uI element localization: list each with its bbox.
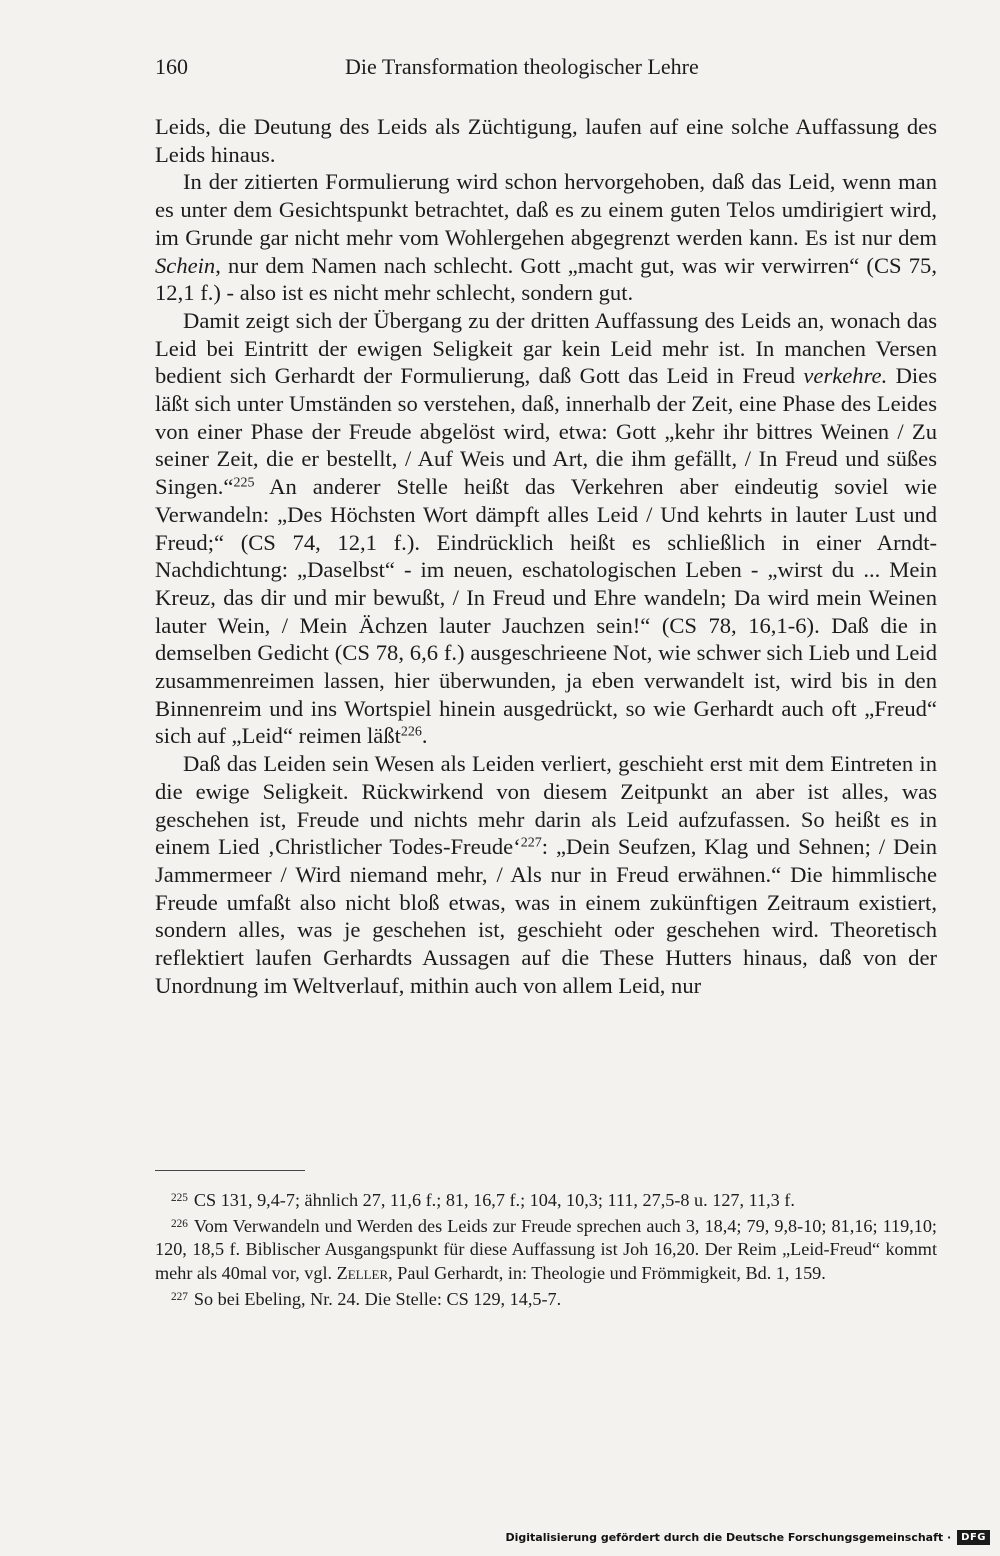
running-title: Die Transformation theologischer Lehre bbox=[345, 54, 699, 79]
footnote-text: So bei Ebeling, Nr. 24. Die Stelle: CS 129, 14,5-7. bbox=[193, 1288, 562, 1309]
emphasis-schein: Schein bbox=[155, 252, 216, 278]
paragraph-3-text-b: Dies läßt sich unter Umständen so verstehen, daß, innerhalb der Zeit, eine Phase des Leides von einer Phase der Freude abgelöst wird, etwa: Gott „kehr ihr bittres Weinen / Zu seiner Zeit, die er bestellt, / Auf Weis und Art, die ihm gefällt, / In Freud und süßes Singen.“ bbox=[155, 363, 937, 500]
footnote-text-b: , Paul Gerhardt, in: Theologie und Frömmigkeit, Bd. 1, 159. bbox=[388, 1262, 826, 1283]
paragraph-2-text-b: , nur dem Namen nach schlecht. Gott „macht gut, was wir verwirren“ (CS 75, 12,1 f.) - also ist es nicht mehr schlecht, sondern gut. bbox=[155, 252, 937, 306]
paragraph-2 bbox=[155, 168, 937, 307]
footnote-ref-226[interactable]: 226 bbox=[400, 724, 422, 740]
paragraph-4-text-a: Daß das Leiden sein Wesen als Leiden verliert, geschieht erst mit dem Eintreten in die ewige Seligkeit. Rückwirkend von diesem Zeitpunkt an aber ist alles, was geschehen ist, Freude und nichts mehr darin als Leid aufzufassen. So heißt es in einem Lied ‚Christlicher Todes-Freude‘ bbox=[155, 751, 937, 860]
paragraph-2-text-a: In der zitierten Formulierung wird schon hervorgehoben, daß das Leid, wenn man es unter dem Gesichtspunkt betrachtet, daß es zu einem guten Telos umdirigiert wird, im Grunde gar nicht mehr vom Wohlergehen abgegrenzt werden kann. Es ist nur dem bbox=[155, 169, 937, 250]
paragraph-4 bbox=[155, 750, 937, 999]
paragraph-4-text-b: : „Dein Seufzen, Klag und Sehnen; / Dein Jammermeer / Wird niemand mehr, / Als nur in Freud erwähnen.“ Die himmlische Freude umfaßt also nicht bloß etwas, was in einem zukünftigen Zeitraum existiert, sondern alles, was je geschehen ist, geschieht oder geschehen wird. Theoretisch reflektiert laufen Gerhardts Aussagen auf die These Hutters hinaus, daß von der Unordnung im Weltverlauf, mithin auch von allem Leid, nur bbox=[155, 834, 937, 998]
footnote-number: 227 bbox=[171, 1290, 188, 1303]
footnote-rule bbox=[155, 1170, 305, 1171]
paragraph-1-text: Leids, die Deutung des Leids als Züchtigung, laufen auf eine solche Auffassung des Leids hinaus. bbox=[155, 114, 937, 167]
paragraph-3-text-a: Damit zeigt sich der Übergang zu der dritten Auffassung des Leids an, wonach das Leid bei Eintritt der ewigen Seligkeit gar kein Leid mehr ist. In manchen Versen bedient sich Gerhardt der Formulierung, daß Gott das Leid in Freud bbox=[155, 307, 937, 389]
digitization-notice-text: Digitalisierung gefördert durch die Deutsche Forschungsgemeinschaft · bbox=[505, 1530, 952, 1544]
footnote-number: 226 bbox=[171, 1217, 188, 1230]
emphasis-verkehre: verkehre. bbox=[803, 363, 888, 389]
paragraph-3-text-c: An anderer Stelle heißt das Verkehren aber eindeutig soviel wie Verwandeln: „Des Höchsten Wort dämpft alles Leid / Und kehrts in lauter Lust und Freud;“ (CS 74, 12,1 f.). Eindrücklich heißt es schließlich in einer Arndt-Nachdichtung: „Daselbst“ - im neuen, eschatologischen Leben - „wirst du ... Mein Kreuz, das dir und mir bewußt, / In Freud und Ehre wandeln; Da wird mein Weinen lauter Wein, / Mein Ächzen lauter Jauchzen sein!“ (CS 78, 16,1-6). Daß die in demselben Gedicht (CS 78, 6,6 f.) ausgeschrieene Not, wie schwer sich Lieb und Leid zusammenreimen lassen, hier überwunden, ja eben verwandelt ist, wird bis in den Binnenreim und ins Wortspiel hinein ausgedrückt, so wie Gerhardt auch oft „Freud“ sich auf „Leid“ reimen läßt bbox=[155, 474, 937, 749]
paragraph-1 bbox=[155, 113, 937, 168]
footnote-text: CS 131, 9,4-7; ähnlich 27, 11,6 f.; 81, 16,7 f.; 104, 10,3; 111, 27,5-8 u. 127, 11,3 f. bbox=[193, 1190, 795, 1211]
dfg-logo-icon: DFG bbox=[957, 1530, 990, 1545]
paragraph-3 bbox=[155, 307, 937, 750]
paragraph-3-text-d: . bbox=[421, 723, 428, 749]
footnote-226 bbox=[155, 1213, 937, 1286]
author-name-zeller: Zeller bbox=[336, 1262, 389, 1283]
digitization-notice bbox=[505, 1526, 990, 1548]
body-text bbox=[155, 113, 937, 1000]
footnote-text-a: Vom Verwandeln und Werden des Leids zur Freude sprechen auch 3, 18,4; 79, 9,8-10; 81,16; 119,10; 120, 18,5 f. Biblischer Ausgangspunkt für diese Auffassung ist Joh 16,20. Der Reim „Leid-Freud“ kommt mehr als 40mal vor, vgl. bbox=[155, 1215, 937, 1283]
footnote-225 bbox=[155, 1187, 937, 1213]
footnote-227 bbox=[155, 1286, 937, 1312]
footnote-ref-225[interactable]: 225 bbox=[233, 475, 255, 491]
page-number: 160 bbox=[155, 54, 188, 79]
footnote-number: 225 bbox=[171, 1192, 188, 1204]
page-header bbox=[155, 54, 937, 88]
footnote-ref-227[interactable]: 227 bbox=[520, 835, 542, 851]
footnotes bbox=[155, 1187, 937, 1311]
